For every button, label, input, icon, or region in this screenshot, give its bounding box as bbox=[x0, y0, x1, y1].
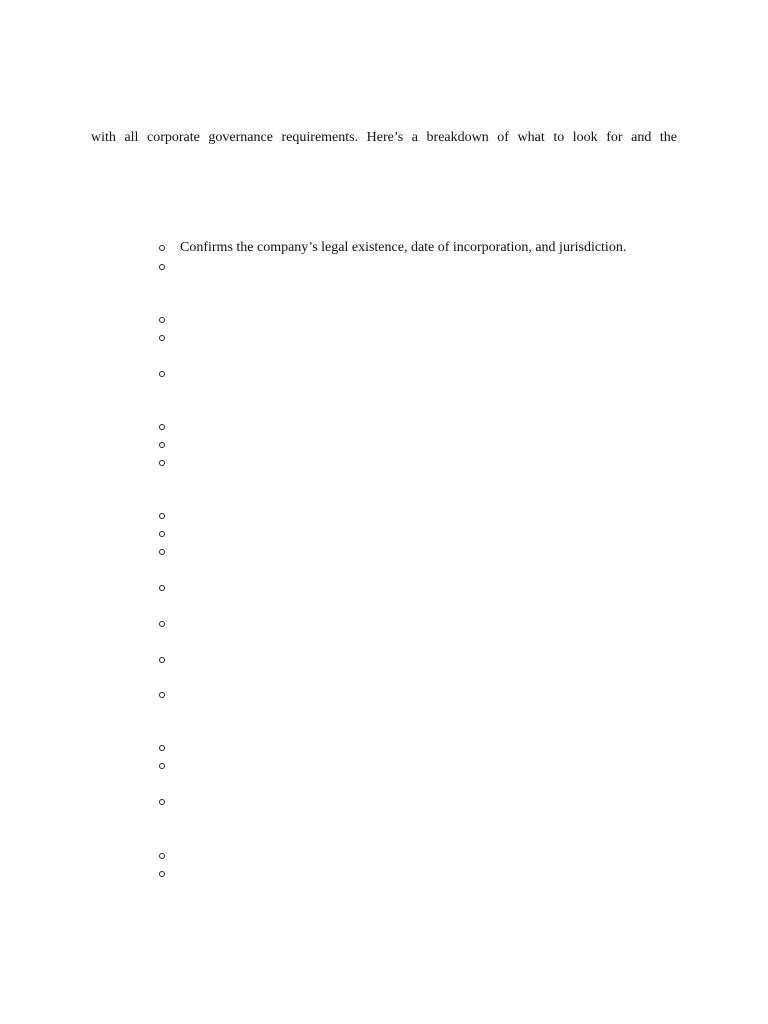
hollow-circle-bullet-icon bbox=[158, 579, 166, 597]
bullet-item bbox=[158, 543, 678, 561]
bullet-item bbox=[158, 525, 678, 543]
bullet-item bbox=[158, 311, 678, 329]
bullet-item bbox=[158, 418, 678, 436]
bullet-item bbox=[158, 436, 678, 454]
hollow-circle-bullet-icon bbox=[158, 311, 166, 329]
hollow-circle-bullet-icon bbox=[158, 615, 166, 633]
hollow-circle-bullet-icon bbox=[158, 239, 166, 257]
hollow-circle-bullet-icon bbox=[158, 329, 166, 347]
bullet-item bbox=[158, 865, 678, 883]
bullet-item bbox=[158, 507, 678, 525]
bullet-item bbox=[158, 579, 678, 597]
hollow-circle-bullet-icon bbox=[158, 543, 166, 561]
hollow-circle-bullet-icon bbox=[158, 651, 166, 669]
hollow-circle-bullet-icon bbox=[158, 436, 166, 454]
hollow-circle-bullet-icon bbox=[158, 865, 166, 883]
hollow-circle-bullet-icon bbox=[158, 525, 166, 543]
hollow-circle-bullet-icon bbox=[158, 757, 166, 775]
bullet-item bbox=[158, 258, 678, 276]
hollow-circle-bullet-icon bbox=[158, 793, 166, 811]
hollow-circle-bullet-icon bbox=[158, 686, 166, 704]
hollow-circle-bullet-icon bbox=[158, 258, 166, 276]
bullet-item bbox=[158, 239, 678, 257]
intro-paragraph-line: with all corporate governance requirements. Here’s a breakdown of what to look for and the bbox=[91, 130, 677, 145]
bullet-item bbox=[158, 454, 678, 472]
bullet-item bbox=[158, 739, 678, 757]
bullet-text: Confirms the company’s legal existence, date of incorporation, and jurisdiction. bbox=[180, 240, 627, 255]
hollow-circle-bullet-icon bbox=[158, 507, 166, 525]
hollow-circle-bullet-icon bbox=[158, 847, 166, 865]
bullet-item bbox=[158, 365, 678, 383]
bullet-item bbox=[158, 847, 678, 865]
bullet-item bbox=[158, 793, 678, 811]
bullet-item bbox=[158, 757, 678, 775]
bullet-item bbox=[158, 329, 678, 347]
bullet-item bbox=[158, 615, 678, 633]
bullet-item bbox=[158, 686, 678, 704]
hollow-circle-bullet-icon bbox=[158, 365, 166, 383]
hollow-circle-bullet-icon bbox=[158, 739, 166, 757]
hollow-circle-bullet-icon bbox=[158, 454, 166, 472]
bullet-item bbox=[158, 651, 678, 669]
hollow-circle-bullet-icon bbox=[158, 418, 166, 436]
